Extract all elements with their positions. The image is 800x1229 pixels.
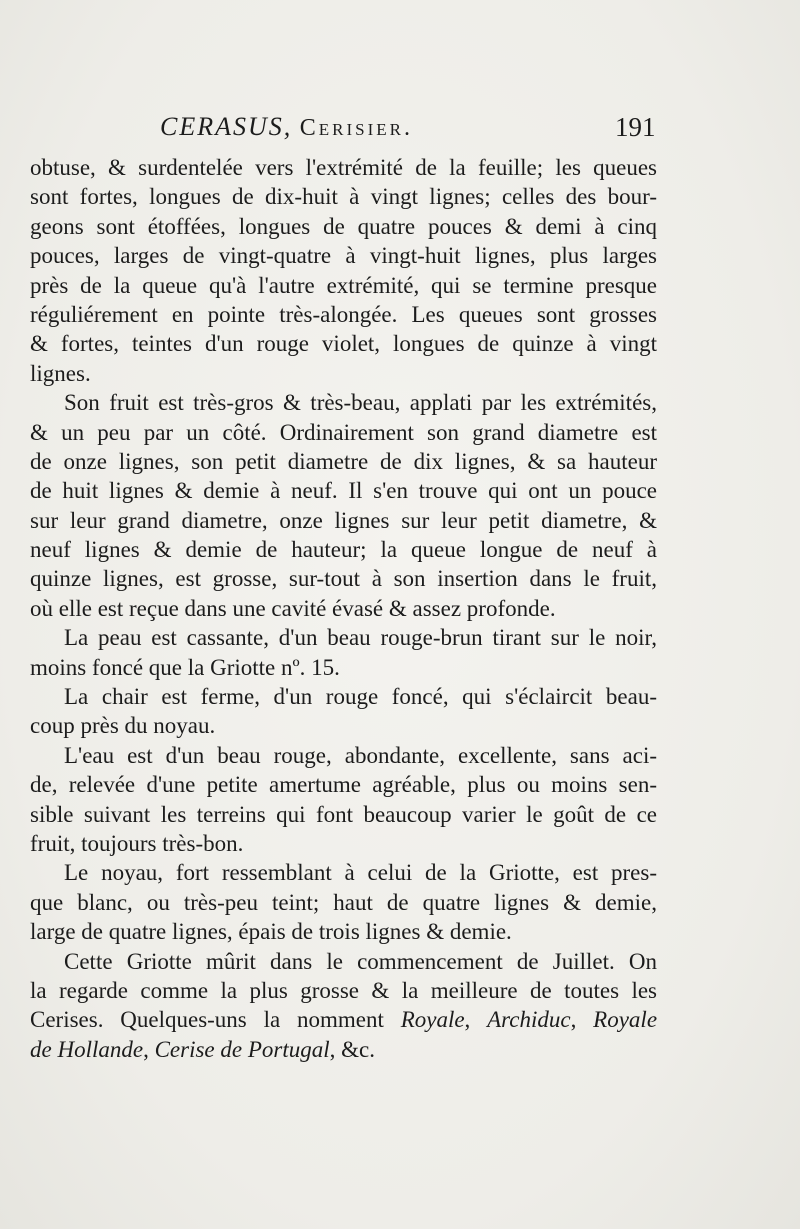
variety-name: de Hollande <box>30 1036 144 1062</box>
text-line: quinze lignes, est grosse, sur-tout à son insertion dans le fruit, <box>30 566 657 592</box>
text-line: geons sont étoffées, longues de quatre pouces & demi à cinq <box>30 213 657 239</box>
text-line: de huit lignes & demie à neuf. Il s'en trouve qui ont un pouce <box>30 478 657 504</box>
text-line-mixed <box>30 1035 657 1064</box>
text-line: où elle est reçue dans une cavité évasé & assez profonde. <box>30 595 556 621</box>
variety-name: Royale <box>593 1007 658 1033</box>
text-line: de, relevée d'une petite amertume agréable, plus ou moins sen- <box>30 772 657 798</box>
body-text <box>30 153 657 1064</box>
text-line: neuf lignes & demie de hauteur; la queue longue de neuf à <box>30 537 657 563</box>
text-line: sont fortes, longues de dix-huit à vingt lignes; celles des bour- <box>30 184 657 210</box>
text-line: & un peu par un côté. Ordinairement son grand diametre est <box>30 419 657 445</box>
text-line: coup près du noyau. <box>30 713 216 739</box>
text-line: la regarde comme la plus grosse & la meilleure de toutes les <box>30 977 657 1003</box>
text-line: Son fruit est très-gros & très-beau, applati par les extrémités, <box>64 390 657 416</box>
variety-name: Royale <box>400 1007 465 1033</box>
variety-name: Archiduc <box>487 1007 571 1033</box>
text-run: , <box>143 1036 155 1062</box>
running-head-title: CERASUS, <box>160 112 293 141</box>
text-line-mixed <box>30 1005 657 1034</box>
text-line: réguliérement en pointe très-alongée. Les queues sont grosses <box>30 301 657 327</box>
text-line: pouces, larges de vingt-quatre à vingt-huit lignes, plus larges <box>30 243 657 269</box>
text-line: près de la queue qu'à l'autre extrémité, qui se termine presque <box>30 272 657 298</box>
text-run: Cerises. Quelques-uns la nomment <box>30 1007 401 1033</box>
running-head-subtitle: Cerisier. <box>299 115 413 141</box>
text-run: , <box>464 1007 488 1033</box>
text-line: que blanc, ou très-peu teint; haut de quatre lignes & demie, <box>30 889 657 915</box>
text-line: large de quatre lignes, épais de trois lignes & demie. <box>30 919 512 945</box>
text-line: Le noyau, fort ressemblant à celui de la Griotte, est pres- <box>64 860 657 886</box>
text-line: obtuse, & surdentelée vers l'extrémité de la feuille; les queues <box>30 155 657 180</box>
text-line: de onze lignes, son petit diametre de dix lignes, & sa hauteur <box>30 448 657 474</box>
text-line: sible suivant les terreins qui font beaucoup varier le goût de ce <box>30 801 657 827</box>
text-run: , &c. <box>329 1036 375 1062</box>
text-line: fruit, toujours très-bon. <box>30 830 244 856</box>
text-line: moins foncé que la Griotte nº. 15. <box>30 654 340 680</box>
variety-name: Cerise de Portugal <box>154 1036 330 1062</box>
text-line: sur leur grand diametre, onze lignes sur leur petit diametre, & <box>30 507 657 533</box>
text-line: Cette Griotte mûrit dans le commencement de Juillet. On <box>64 948 657 974</box>
text-run: , <box>570 1007 594 1033</box>
text-line: La peau est cassante, d'un beau rouge-brun tirant sur le noir, <box>64 625 657 651</box>
text-line: La chair est ferme, d'un rouge foncé, qui s'éclaircit beau- <box>64 684 657 710</box>
running-head <box>160 112 660 152</box>
text-line: lignes. <box>30 360 91 386</box>
page-number: 191 <box>615 112 656 142</box>
text-line: & fortes, teintes d'un rouge violet, longues de quinze à vingt <box>30 331 657 357</box>
text-line: L'eau est d'un beau rouge, abondante, excellente, sans aci- <box>64 742 657 768</box>
